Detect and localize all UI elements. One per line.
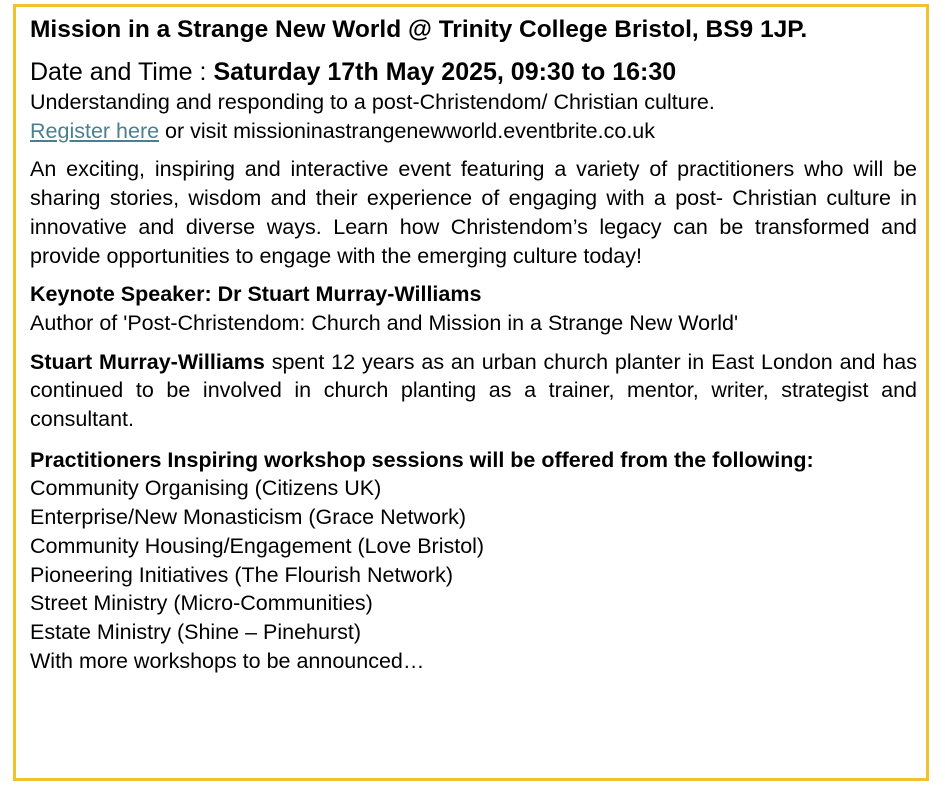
datetime-value: Saturday 17th May 2025, 09:30 to 16:30 xyxy=(213,58,677,86)
flyer-content xyxy=(30,13,917,675)
bio-text: spent 12 years as an urban church planter in East London and has continued to be involved in church planting as a trainer, mentor, writer, strategist and consultant. xyxy=(30,349,917,432)
bio-paragraph xyxy=(30,348,917,434)
list-item: Enterprise/New Monasticism (Grace Network) xyxy=(30,505,467,530)
event-datetime xyxy=(30,56,917,88)
keynote-section xyxy=(30,280,917,337)
list-item: Pioneering Initiatives (The Flourish Network) xyxy=(30,562,453,587)
register-link[interactable]: Register here xyxy=(30,118,160,143)
practitioners-heading: Practitioners Inspiring workshop sessions will be offered from the following: xyxy=(30,447,814,472)
practitioners-list xyxy=(30,474,917,675)
keynote-book: Author of 'Post-Christendom: Church and Mission in a Strange New World' xyxy=(30,310,739,335)
list-item: Community Housing/Engagement (Love Bristol) xyxy=(30,533,485,558)
event-title: Mission in a Strange New World @ Trinity College Bristol, BS9 1JP. xyxy=(30,16,808,43)
visit-text: or visit missioninastrangenewworld.eventbrite.co.uk xyxy=(159,118,655,143)
intro-text: Understanding and responding to a post-Christendom/ Christian culture. xyxy=(30,90,715,114)
list-item: Street Ministry (Micro-Communities) xyxy=(30,591,373,616)
description-paragraph: An exciting, inspiring and interactive event featuring a variety of practitioners who will be sharing stories, wisdom and their experience of engaging with a post- Christian culture in innovative and diverse ways. Learn how Christendom’s legacy can be transformed and provide opportunities to engage with the emerging culture today! xyxy=(30,157,917,268)
bio-name: Stuart Murray-Williams xyxy=(30,349,265,374)
datetime-label: Date and Time : xyxy=(30,58,214,86)
list-item: Community Organising (Citizens UK) xyxy=(30,476,382,501)
list-item: With more workshops to be announced… xyxy=(30,648,425,673)
intro-paragraph xyxy=(30,88,917,145)
list-item: Estate Ministry (Shine – Pinehurst) xyxy=(30,619,361,644)
keynote-heading: Keynote Speaker: Dr Stuart Murray-Williams xyxy=(30,282,482,307)
